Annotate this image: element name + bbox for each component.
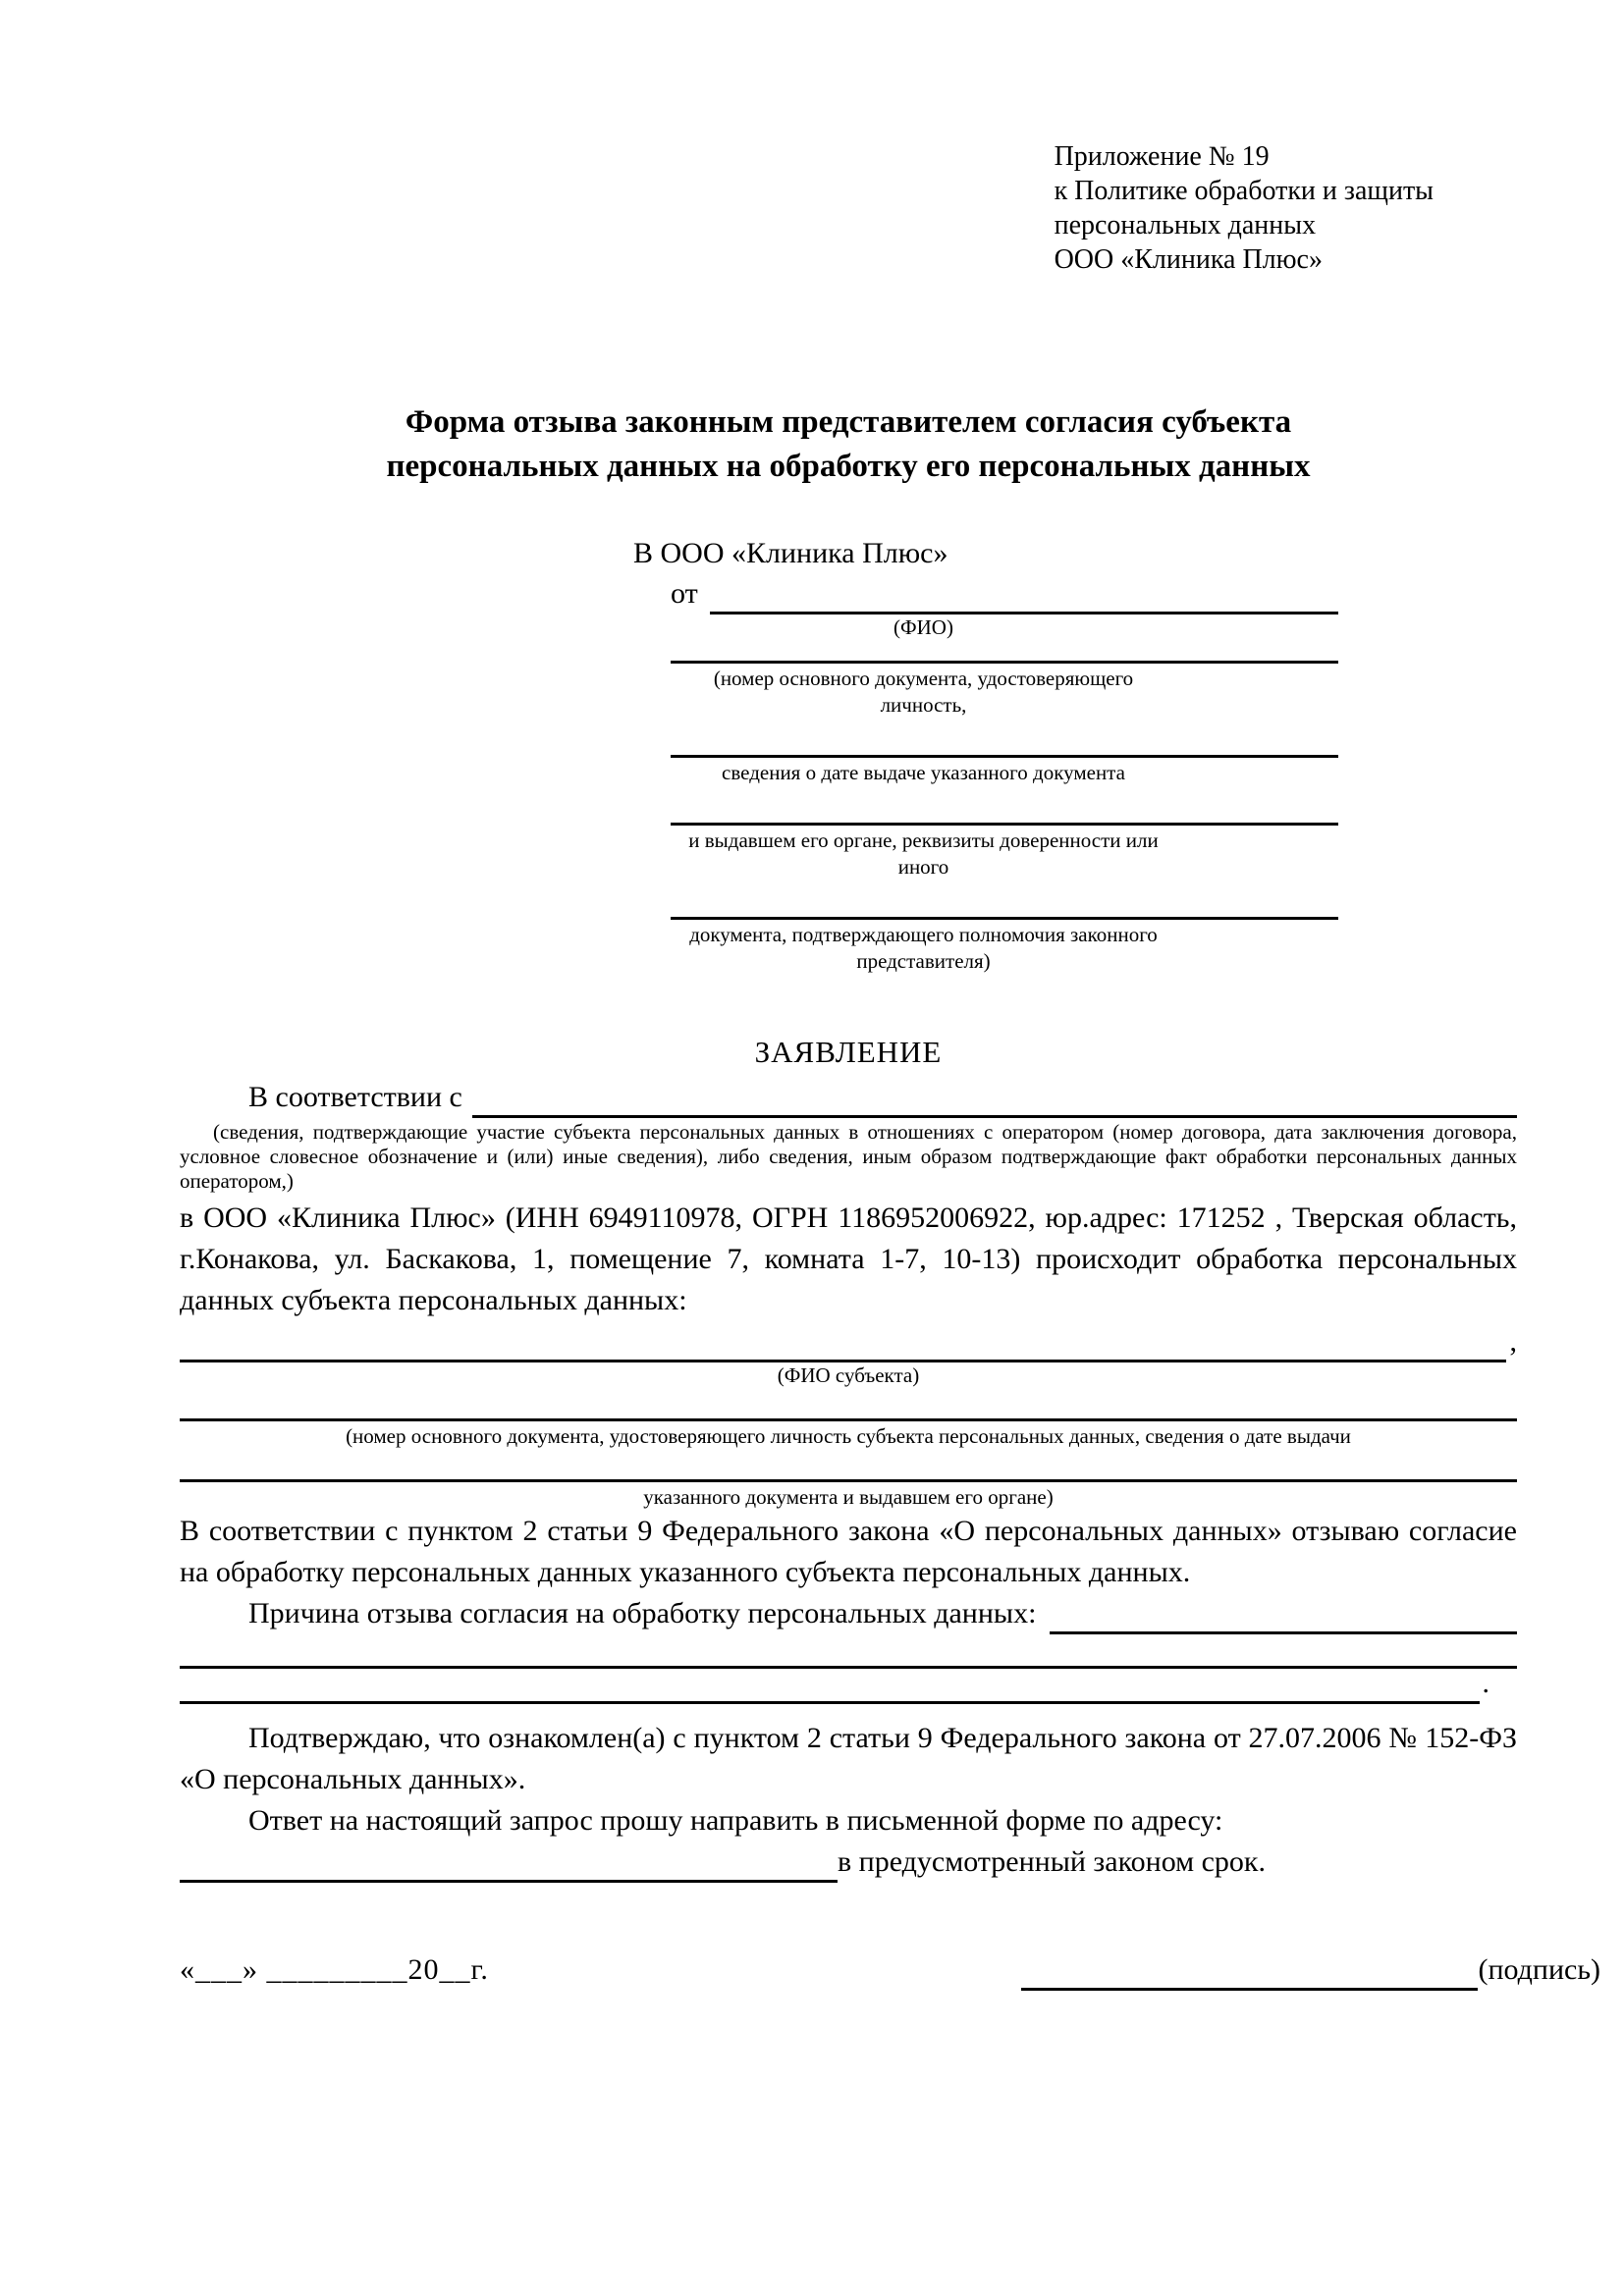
blank-line (180, 1671, 1480, 1704)
recipient-organization: В ООО «Клиника Плюс» (633, 537, 948, 569)
representative-authority-caption: документа, подтверждающего полномочия законного представителя) (689, 923, 1158, 973)
subject-document-caption-2: указанного документа и выдавшем его органе) (643, 1485, 1054, 1509)
reply-address-row (180, 1842, 1517, 1883)
intro-blank-line (472, 1085, 1517, 1118)
subject-line-suffix: , (1509, 1325, 1517, 1358)
subject-document-field-2 (180, 1479, 1517, 1511)
title-line-2: персональных данных на обработку его персональных данных (386, 449, 1311, 484)
reason-row (180, 1593, 1517, 1634)
intro-note: (сведения, подтверждающие участие субъекта персональных данных в отношениях с оператором (номер договора, дата заключения договора, условное словесное обозначение и (или) иные сведения), либо сведения, иным образом подтверждающие факт обработки персональных данных оператором,) (180, 1120, 1517, 1193)
signature-group (1021, 1949, 1600, 1991)
appendix-block (1055, 139, 1434, 277)
signature-footer (180, 1948, 1600, 1991)
statement-heading: ЗАЯВЛЕНИЕ (754, 1035, 943, 1069)
reply-paragraph: Ответ на настоящий запрос прошу направить в письменной форме по адресу: (248, 1804, 1223, 1837)
appendix-line: персональных данных (1054, 210, 1317, 240)
fio-caption: (ФИО) (893, 615, 953, 639)
representative-authority-field (671, 917, 1338, 975)
document-number-caption: (номер основного документа, удостоверяющего личность, (713, 667, 1134, 717)
issue-date-field (671, 755, 1338, 786)
reason-label: Причина отзыва согласия на обработку персональных данных: (248, 1597, 1037, 1629)
withdrawal-paragraph: В соответствии с пунктом 2 статьи 9 Федерального закона «О персональных данных» отзываю согласие на обработку персональных данных указанного субъекта персональных данных. (180, 1515, 1517, 1588)
intro-label: В соответствии с (248, 1081, 462, 1113)
title-line-1: Форма отзыва законным представителем согласия субъекта (405, 404, 1292, 440)
date-blank-text: «___» _________20__г. (180, 1953, 489, 1986)
signature-blank-line (1021, 1957, 1478, 1991)
subject-fio-row (180, 1321, 1517, 1362)
appendix-line: Приложение № 19 (1054, 141, 1270, 172)
reason-blank-line (1050, 1601, 1517, 1634)
document-title (180, 400, 1517, 489)
issuing-authority-field (671, 823, 1338, 881)
subject-fio-blank-line (180, 1329, 1506, 1362)
appendix-line: ООО «Клиника Плюс» (1054, 244, 1323, 275)
operator-paragraph: в ООО «Клиника Плюс» (ИНН 6949110978, ОГРН 1186952006922, юр.адрес: 171252 , Тверская область, г.Конакова, ул. Баскакова, 1, помещение 7, комната 1-7, 10-13) происходит обработка персональных данных субъекта персональных данных: (180, 1201, 1517, 1316)
confirmation-paragraph: Подтверждаю, что ознакомлен(а) с пунктом 2 статьи 9 Федерального закона от 27.07.2006 № 152-ФЗ «О персональных данных». (180, 1722, 1517, 1795)
subject-document-caption: (номер основного документа, удостоверяющего личность субъекта персональных данных, сведения о дате выдачи (346, 1424, 1351, 1448)
appendix-line: к Политике обработки и защиты (1054, 176, 1434, 206)
issuing-authority-caption: и выдавшем его органе, реквизиты доверенности или иного (688, 828, 1159, 879)
from-row (671, 573, 1338, 614)
subject-document-field (180, 1418, 1517, 1450)
document-number-field (671, 661, 1338, 719)
reason-line-suffix: . (1482, 1667, 1489, 1699)
reason-blank-line-3 (180, 1669, 1517, 1704)
issue-date-caption: сведения о дате выдаче указанного документа (722, 761, 1125, 784)
recipient-block (633, 534, 1338, 975)
intro-row (180, 1077, 1517, 1118)
reply-tail-text: в предусмотренный законом срок. (838, 1845, 1266, 1878)
signature-caption: (подпись) (1478, 1953, 1600, 1986)
subject-fio-caption: (ФИО субъекта) (777, 1363, 920, 1387)
address-blank-line (180, 1849, 838, 1883)
from-label: от (671, 577, 698, 610)
fio-blank-line (710, 581, 1338, 614)
